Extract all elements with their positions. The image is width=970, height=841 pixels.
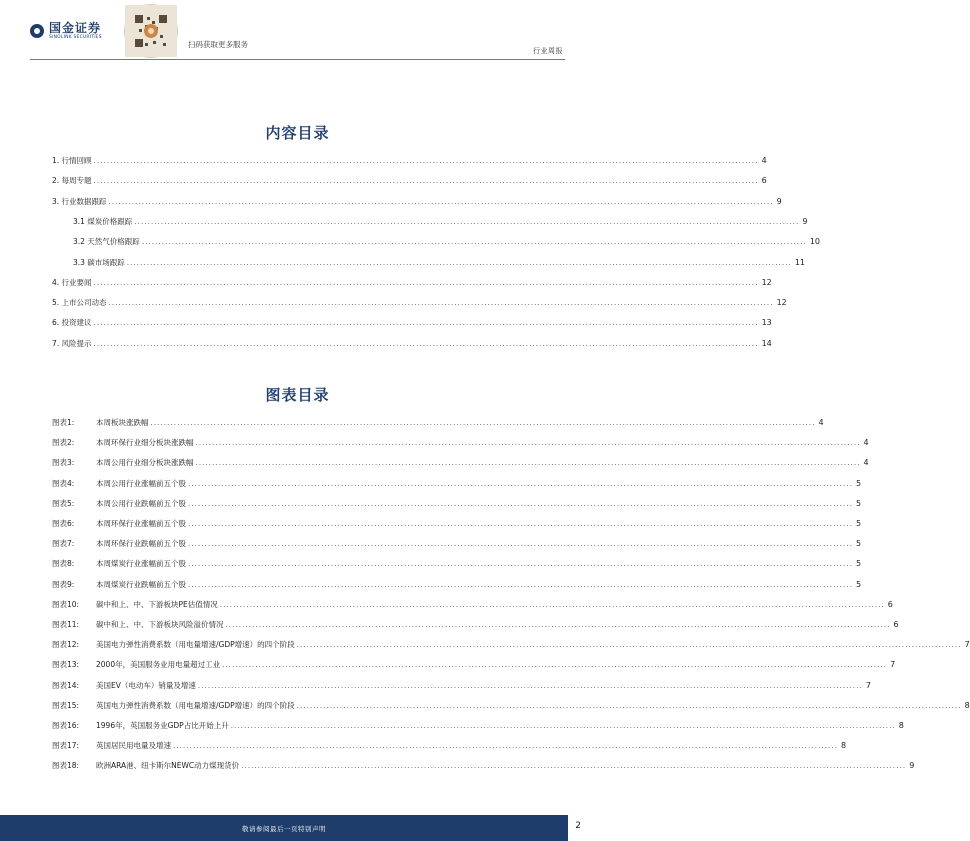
- entry-page-number: 13: [761, 318, 772, 328]
- figure-title: 美国电力弹性消费系数（用电量增速/GDP增速）的四个阶段: [96, 640, 295, 650]
- toc-entry-text: 2. 每周专题: [52, 176, 92, 186]
- dot-leader: ........................................................................................................................................................................................................: [222, 661, 888, 670]
- figure-title: 本周环保行业细分板块涨跌幅: [96, 438, 194, 448]
- dot-leader: ........................................................................................................................................................................................................: [195, 439, 861, 448]
- figure-entry[interactable]: [52, 478, 862, 490]
- dot-leader: ........................................................................................................................................................................................................: [188, 479, 854, 488]
- entry-label: [52, 417, 151, 429]
- dot-leader: ........................................................................................................................................................................................................: [219, 600, 885, 609]
- entry-page-number: 7: [890, 660, 896, 670]
- entry-label: [52, 538, 188, 550]
- entry-page-number: 5: [856, 559, 862, 569]
- figure-entry[interactable]: [52, 498, 862, 510]
- entry-page-number: 5: [856, 579, 862, 589]
- entry-label: [52, 720, 231, 732]
- figure-entry[interactable]: [52, 740, 847, 752]
- figure-entry[interactable]: [52, 437, 869, 449]
- figure-entry[interactable]: [52, 457, 869, 469]
- dot-leader: ........................................................................................................................................................................................................: [93, 157, 759, 165]
- entry-label: [52, 518, 188, 530]
- dot-leader: ........................................................................................................................................................................................................: [141, 238, 807, 247]
- figure-entry[interactable]: [52, 538, 862, 550]
- company-logo: [30, 22, 102, 41]
- figure-number: 图表15:: [52, 700, 80, 710]
- figure-entry[interactable]: [52, 720, 904, 732]
- dot-leader: ........................................................................................................................................................................................................: [93, 177, 759, 186]
- entry-page-number: 4: [863, 458, 869, 468]
- qr-caption: 扫码获取更多服务: [188, 40, 248, 49]
- dot-leader: ........................................................................................................................................................................................................: [225, 621, 891, 629]
- entry-page-number: 8: [964, 700, 970, 710]
- figure-number: 图表1:: [52, 418, 75, 427]
- figure-entry[interactable]: [52, 579, 862, 591]
- figure-title: 英国电力弹性消费系数（用电量增速/GDP增速）的四个阶段: [96, 700, 295, 710]
- entry-page-number: 6: [761, 176, 767, 186]
- toc-entry[interactable]: [52, 297, 787, 309]
- entry-label: [52, 639, 297, 651]
- entry-label: [52, 619, 226, 631]
- figure-number: 图表17:: [52, 741, 80, 751]
- figure-title: 本周公用行业涨幅前五个股: [96, 478, 186, 488]
- figure-number: 图表8:: [52, 559, 75, 569]
- dot-leader: ........................................................................................................................................................................................................: [93, 278, 759, 287]
- figure-number: 图表9:: [52, 579, 75, 589]
- entry-label: [52, 740, 173, 752]
- entry-label: [52, 680, 198, 692]
- entry-page-number: 12: [761, 277, 772, 287]
- entry-label: [52, 478, 188, 490]
- page-header: [0, 0, 595, 62]
- toc-entry-text: 1. 行情回顾: [52, 156, 92, 165]
- toc-entry[interactable]: [52, 236, 821, 248]
- entry-page-number: 4: [761, 156, 767, 165]
- toc-entry[interactable]: [52, 216, 808, 228]
- figure-title: 本周煤炭行业涨幅前五个股: [96, 559, 186, 569]
- entry-page-number: 5: [856, 478, 862, 488]
- entry-page-number: 4: [818, 418, 824, 427]
- entry-page-number: 10: [809, 237, 821, 247]
- figure-number: 图表18:: [52, 761, 80, 771]
- header-divider: [30, 59, 565, 60]
- entry-page-number: 14: [761, 338, 772, 348]
- dot-leader: ........................................................................................................................................................................................................: [108, 197, 774, 206]
- figure-title: 美国EV（电动车）销量及增速: [96, 680, 196, 690]
- figure-number: 图表5:: [52, 498, 75, 508]
- figure-entry[interactable]: [52, 417, 824, 429]
- figure-entry[interactable]: [52, 760, 915, 772]
- toc-entry-text: 3.1 煤炭价格跟踪: [73, 216, 133, 226]
- entry-page-number: 8: [898, 721, 904, 730]
- entry-label: [52, 196, 109, 208]
- logo-mark-icon: [30, 24, 44, 38]
- figure-title: 本周煤炭行业跌幅前五个股: [96, 579, 186, 589]
- dot-leader: ........................................................................................................................................................................................................: [188, 540, 854, 549]
- entry-label: [52, 659, 222, 671]
- entry-page-number: 7: [964, 640, 970, 650]
- dot-leader: ........................................................................................................................................................................................................: [108, 299, 774, 308]
- figure-entry[interactable]: [52, 700, 970, 712]
- figure-number: 图表10:: [52, 599, 80, 609]
- figure-number: 图表6:: [52, 519, 75, 528]
- dot-leader: ........................................................................................................................................................................................................: [188, 580, 854, 589]
- figure-number: 图表7:: [52, 539, 75, 549]
- figure-title: 欧洲ARA港、纽卡斯尔NEWC动力煤现货价: [96, 761, 240, 771]
- figure-title: 本周环保行业跌幅前五个股: [96, 539, 186, 549]
- entry-label: [52, 277, 94, 289]
- figure-entry[interactable]: [52, 659, 896, 671]
- figure-number: 图表4:: [52, 478, 75, 488]
- entry-page-number: 4: [863, 438, 869, 448]
- entry-page-number: 5: [856, 539, 862, 549]
- figure-entry[interactable]: [52, 599, 893, 611]
- entry-page-number: 6: [887, 599, 893, 609]
- qr-code-icon[interactable]: [124, 4, 178, 58]
- figure-number: 图表13:: [52, 660, 80, 670]
- entry-label: [52, 175, 94, 187]
- dot-leader: ........................................................................................................................................................................................................: [126, 258, 792, 267]
- figure-number: 图表11:: [52, 620, 80, 629]
- figure-number: 图表12:: [52, 640, 80, 650]
- figure-title: 2000年，美国服务业用电量超过工业: [96, 660, 221, 670]
- figure-title: 1996年，英国服务业GDP占比开始上升: [96, 721, 229, 730]
- entry-label: [52, 297, 109, 309]
- figure-title: 本周公用行业细分板块涨跌幅: [96, 458, 194, 468]
- dot-leader: ........................................................................................................................................................................................................: [134, 217, 800, 226]
- figure-number: 图表14:: [52, 680, 80, 690]
- dot-leader: ........................................................................................................................................................................................................: [188, 520, 854, 528]
- entry-label: [52, 558, 188, 570]
- toc-entry-text: 3. 行业数据跟踪: [52, 196, 107, 206]
- toc-entry-text: 7. 风险提示: [52, 338, 92, 348]
- dot-leader: ........................................................................................................................................................................................................: [150, 419, 816, 427]
- figure-entry[interactable]: [52, 639, 970, 651]
- toc-entry[interactable]: [52, 317, 772, 329]
- figure-entry[interactable]: [52, 518, 862, 530]
- entry-page-number: 5: [856, 519, 862, 528]
- toc-entry[interactable]: [52, 257, 806, 269]
- figure-number: 图表2:: [52, 438, 75, 448]
- dot-leader: ........................................................................................................................................................................................................: [188, 499, 854, 508]
- entry-label: [52, 760, 241, 772]
- toc-entry[interactable]: [52, 175, 767, 187]
- toc-entry-text: 3.2 天然气价格跟踪: [73, 237, 140, 247]
- entry-label: [52, 498, 188, 510]
- entry-page-number: 9: [802, 216, 808, 226]
- entry-page-number: 5: [856, 498, 862, 508]
- toc-entry[interactable]: [52, 277, 772, 289]
- toc-entry-text: 3.3 碳市场跟踪: [73, 257, 125, 267]
- entry-page-number: 6: [893, 620, 899, 629]
- figure-entry[interactable]: [52, 619, 899, 631]
- figure-number: 图表16:: [52, 721, 80, 730]
- entry-label: [52, 579, 188, 591]
- toc-title: 内容目录: [265, 124, 330, 142]
- figure-title: 碳中和上、中、下游板块风险溢价情况: [96, 620, 224, 629]
- logo-cn-text: 国金证券: [49, 21, 102, 35]
- logo-en-text: SINOLINK SECURITIES: [49, 35, 102, 40]
- entry-label: [52, 338, 94, 350]
- entry-label: [52, 155, 94, 167]
- figure-entry[interactable]: [52, 680, 871, 692]
- dot-leader: ........................................................................................................................................................................................................: [93, 339, 759, 348]
- figure-entry[interactable]: [52, 558, 862, 570]
- dot-leader: ........................................................................................................................................................................................................: [195, 459, 861, 468]
- footer-disclaimer: 敬请参阅最后一页特别声明: [242, 825, 326, 833]
- figure-title: 本周公用行业跌幅前五个股: [96, 498, 186, 508]
- dot-leader: ........................................................................................................................................................................................................: [173, 742, 839, 751]
- toc-entry-text: 5. 上市公司动态: [52, 298, 107, 308]
- figures-title: 图表目录: [265, 386, 330, 404]
- figure-title: 本周环保行业涨幅前五个股: [96, 519, 186, 528]
- entry-label: [52, 599, 220, 611]
- toc-entry[interactable]: [52, 338, 772, 350]
- figure-title: 本周板块涨跌幅: [96, 418, 149, 427]
- entry-label: [52, 317, 94, 329]
- dot-leader: ........................................................................................................................................................................................................: [241, 762, 907, 771]
- entry-page-number: 9: [776, 196, 782, 206]
- entry-page-number: 11: [794, 257, 806, 267]
- toc-entry-text: 4. 行业要闻: [52, 277, 92, 287]
- entry-page-number: 12: [776, 298, 787, 308]
- entry-label: [52, 457, 196, 469]
- figure-title: 英国居民用电量及增速: [96, 741, 171, 751]
- entry-page-number: 7: [865, 680, 871, 690]
- entry-label: [52, 216, 134, 228]
- dot-leader: ........................................................................................................................................................................................................: [296, 641, 962, 650]
- page-number: 2: [575, 821, 581, 831]
- dot-leader: ........................................................................................................................................................................................................: [197, 681, 863, 690]
- figure-number: 图表3:: [52, 458, 75, 468]
- toc-entry-text: 6. 投资建议: [52, 318, 92, 328]
- dot-leader: ........................................................................................................................................................................................................: [93, 319, 759, 328]
- entry-label: [52, 257, 127, 269]
- dot-leader: ........................................................................................................................................................................................................: [296, 701, 962, 710]
- toc-entry[interactable]: [52, 196, 782, 208]
- entry-label: [52, 236, 142, 248]
- figure-title: 碳中和上、中、下游板块PE估值情况: [96, 599, 218, 609]
- report-type: 行业周报: [533, 47, 563, 55]
- toc-entry[interactable]: [52, 155, 767, 167]
- entry-page-number: 9: [909, 761, 915, 771]
- entry-label: [52, 437, 196, 449]
- dot-leader: ........................................................................................................................................................................................................: [230, 722, 896, 730]
- entry-page-number: 8: [841, 741, 847, 751]
- dot-leader: ........................................................................................................................................................................................................: [188, 560, 854, 569]
- entry-label: [52, 700, 297, 712]
